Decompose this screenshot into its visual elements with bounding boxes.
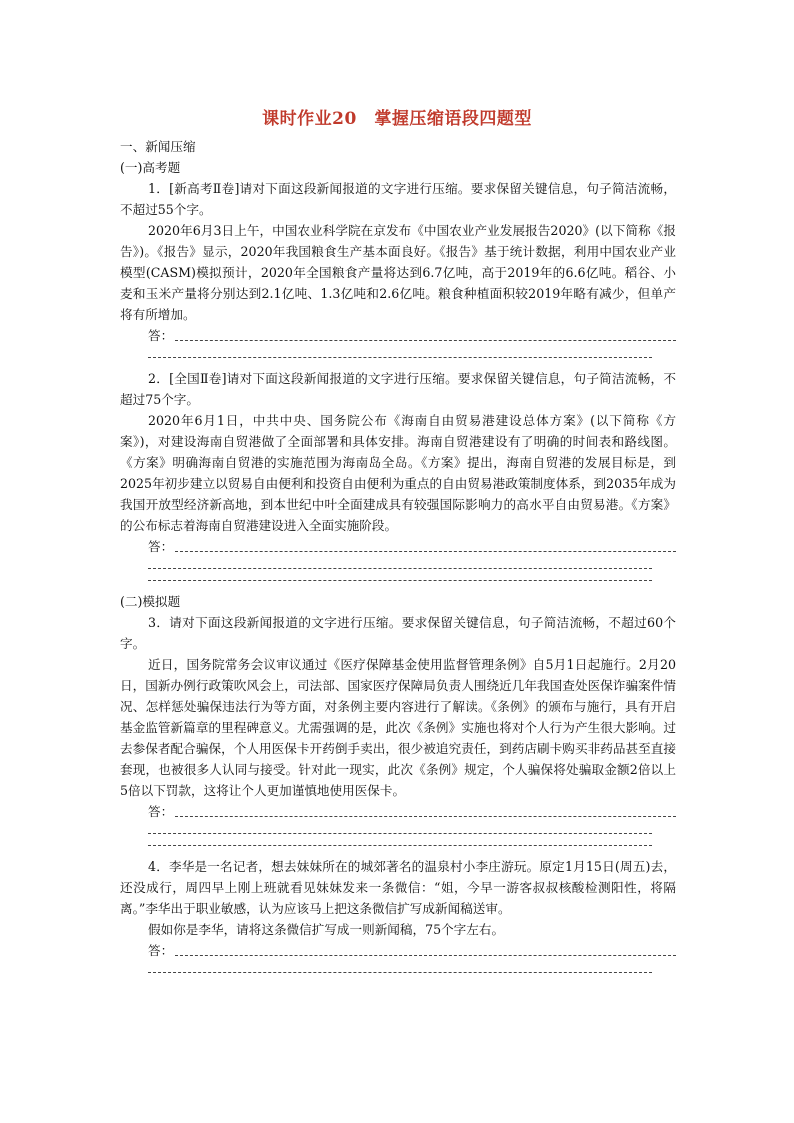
question-1-passage: 2020年6月3日上午，中国农业科学院在京发布《中国农业产业发展报告2020》(以下简称《报告》)。《报告》显示，2020年我国粮食生产基本面良好。《报告》基于统计数据，利用中国农业产业模型(CASM)模拟预计，2020年全国粮食产量将达到6.7亿吨，高于2019年的6.6亿吨。稻谷、小麦和玉米产量将分别达到2.1亿吨、1.3亿吨和2.6亿吨。粮食种植面积较2019年略有减少，但单产将有所增加。 <box>120 223 676 322</box>
answer-blank[interactable] <box>175 339 676 341</box>
question-2-prompt: 2．[全国Ⅱ卷]请对下面这段新闻报道的文字进行压缩。要求保留关键信息，句子简洁流畅，不超过75个字。 <box>120 371 676 407</box>
question-2-passage: 2020年6月1日，中共中央、国务院公布《海南自由贸易港建设总体方案》(以下简称《方案》)，对建设海南自贸港做了全面部署和具体安排。海南自贸港建设有了明确的时间表和路线图。《方案》明确海南自贸港的实施范围为海南岛全岛。《方案》提出，海南自贸港的发展目标是，到2025年初步建立以贸易自由便利和投资自由便利为重点的自由贸易港政策制度体系，到2035年成为我国开放型经济新高地，到本世纪中叶全面建成具有较强国际影响力的高水平自由贸易港。《方案》的公布标志着海南自贸港建设进入全面实施阶段。 <box>120 413 676 533</box>
answer-blank-continuation[interactable] <box>148 844 652 846</box>
question-1-prompt: 1．[新高考Ⅱ卷]请对下面这段新闻报道的文字进行压缩。要求保留关键信息，句子简洁流畅，不超过55个字。 <box>120 181 676 217</box>
question-3-prompt: 3．请对下面这段新闻报道的文字进行压缩。要求保留关键信息，句子简洁流畅，不超过60个字。 <box>120 615 676 651</box>
answer-blank[interactable] <box>175 954 676 956</box>
answer-label: 答： <box>148 804 174 819</box>
question-4-task: 假如你是李华，请将这条微信扩写成一则新闻稿，75个字左右。 <box>148 922 505 937</box>
worksheet-content <box>120 136 676 983</box>
subsection-heading-exam-questions: (一)高考题 <box>120 160 181 175</box>
question-1-answer-line[interactable] <box>120 325 676 346</box>
answer-label: 答： <box>148 943 174 958</box>
section-heading-news-compression: 一、新闻压缩 <box>120 139 196 154</box>
answer-blank[interactable] <box>175 815 676 817</box>
page-title: 课时作业20 掌握压缩语段四题型 <box>262 109 532 129</box>
question-3-passage: 近日，国务院常务会议审议通过《医疗保障基金使用监督管理条例》自5月1日起施行。2月20日，国新办例行政策吹风会上，司法部、国家医疗保障局负责人围绕近几年我国查处医保诈骗案件情况、怎样惩处骗保违法行为等方面，对条例主要内容进行了解读。《条例》的颁布与施行，具有开启基金监管新篇章的里程碑意义。尤需强调的是，此次《条例》实施也将对个人行为产生很大影响。过去参保者配合骗保，个人用医保卡开药倒手卖出，很少被追究责任，到药店刷卡购买非药品甚至直接套现，也被很多人认同与接受。针对此一现实，此次《条例》规定，个人骗保将处骗取金额2倍以上5倍以下罚款，这将让个人更加谨慎地使用医保卡。 <box>120 657 676 798</box>
answer-blank-continuation[interactable] <box>148 356 652 358</box>
answer-blank-continuation[interactable] <box>148 579 652 581</box>
subsection-heading-mock-questions: (二)模拟题 <box>120 594 181 609</box>
answer-label: 答： <box>148 539 174 554</box>
question-4-prompt: 4．李华是一名记者，想去妹妹所在的城郊著名的温泉村小李庄游玩。原定1月15日(周五)去，还没成行，周四早上刚上班就看见妹妹发来一条微信：“姐，今早一游客叔叔核酸检测阳性，将隔离。”李华出于职业敏感，认为应该马上把这条微信扩写成新闻稿送审。 <box>120 859 676 916</box>
answer-label: 答： <box>148 328 174 343</box>
question-3-answer-line[interactable] <box>120 801 676 822</box>
question-2-answer-line[interactable] <box>120 536 676 557</box>
question-4-answer-line[interactable] <box>120 940 676 961</box>
answer-blank-continuation[interactable] <box>148 832 652 834</box>
answer-blank-continuation[interactable] <box>148 971 652 973</box>
answer-blank[interactable] <box>175 550 676 552</box>
answer-blank-continuation[interactable] <box>148 567 652 569</box>
